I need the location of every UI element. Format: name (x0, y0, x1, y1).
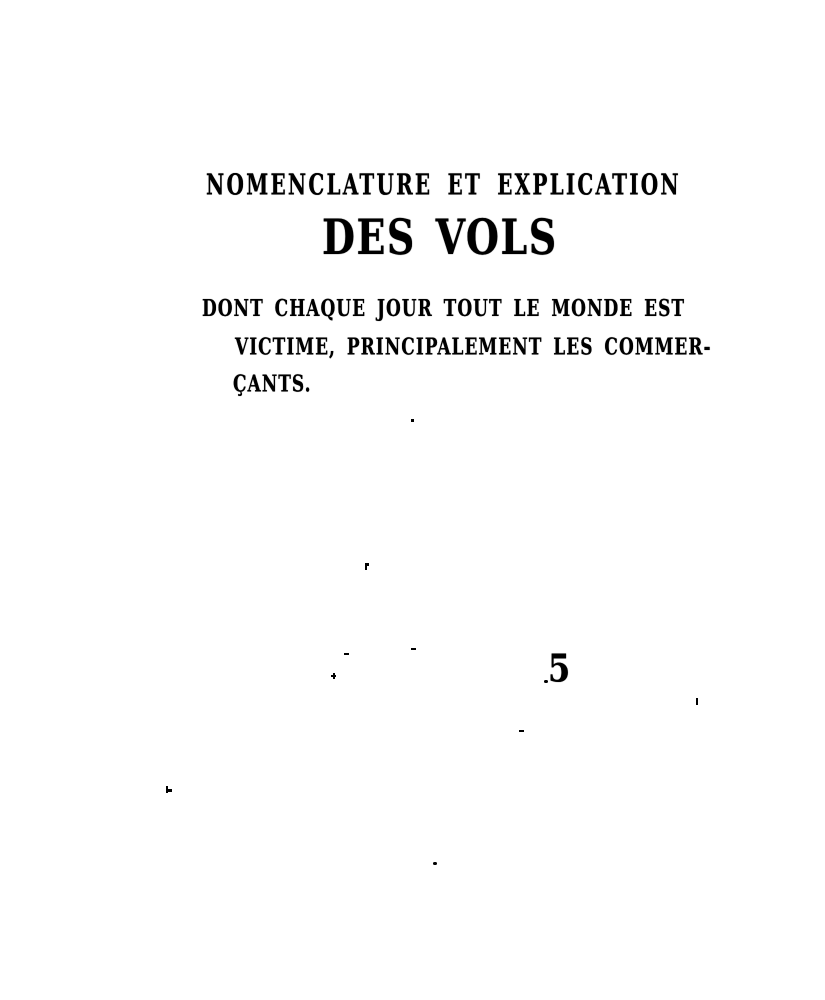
scan-speck (519, 730, 524, 732)
scan-speck (411, 648, 416, 650)
subtitle-line-2: VICTIME, PRINCIPALEMENT LES COMMER- (235, 333, 712, 361)
scan-speck (433, 862, 437, 865)
scan-speck (344, 653, 349, 655)
subtitle-line-3: ÇANTS. (233, 371, 312, 399)
section-heading: NOMENCLATURE ET EXPLICATION (206, 167, 681, 202)
page-title: DES VOLS (322, 207, 558, 266)
scan-speck (333, 673, 335, 679)
scan-speck (411, 419, 414, 422)
scan-speck (168, 789, 172, 792)
scan-speck (544, 680, 548, 683)
subtitle-paragraph (202, 291, 712, 405)
scan-speck (696, 698, 698, 705)
page-number: 5 (548, 645, 571, 691)
subtitle-line-1: DONT CHAQUE JOUR TOUT LE MONDE EST (202, 295, 686, 323)
scan-speck (367, 563, 369, 566)
